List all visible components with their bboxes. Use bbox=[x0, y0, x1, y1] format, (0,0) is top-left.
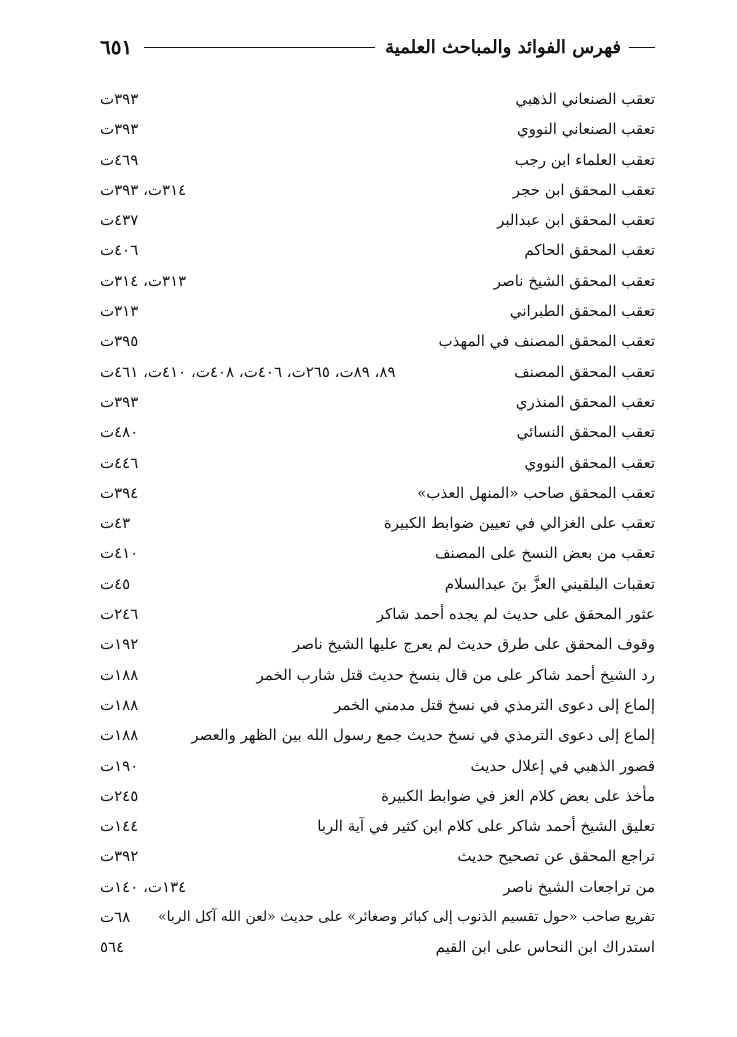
page-number: ٦٥١ bbox=[100, 35, 133, 59]
entry-page-refs: ٤٨٠ت bbox=[100, 423, 139, 442]
entry-page-refs: ٣٩٣ت bbox=[100, 120, 139, 139]
entry-topic: تعقبات البلقيني العزَّ بنَ عبدالسلام bbox=[444, 574, 655, 593]
entry-page-refs: ١٤٤ت bbox=[100, 817, 139, 836]
entry-page-refs: ٣١٣ت bbox=[100, 302, 139, 321]
entry-topic: من تراجعات الشيخ ناصر bbox=[503, 877, 655, 896]
entry-topic: تعقب الصنعاني الذهبي bbox=[515, 90, 655, 108]
entry-topic: تعقب المحقق ابن حجر bbox=[512, 180, 655, 199]
index-entry bbox=[100, 872, 655, 902]
index-entry bbox=[100, 690, 655, 720]
index-entry bbox=[100, 417, 655, 447]
header-leading-rule bbox=[629, 47, 655, 48]
index-entry bbox=[100, 599, 655, 629]
index-entry bbox=[100, 720, 655, 750]
entry-topic: قصور الذهبي في إعلال حديث bbox=[470, 756, 655, 775]
index-entries bbox=[100, 84, 655, 963]
index-entry bbox=[100, 629, 655, 659]
entry-page-refs: ٣١٤ت، ٣٩٣ت bbox=[100, 180, 187, 199]
entry-topic: عثور المحقق على حديث لم يجده أحمد شاكر bbox=[376, 605, 655, 624]
entry-page-refs: ٣٩٣ت bbox=[100, 90, 139, 108]
entry-page-refs: ٣١٣ت، ٣١٤ت bbox=[100, 271, 187, 290]
index-entry bbox=[100, 841, 655, 871]
entry-topic: تعقب المحقق المصنف في المهذب bbox=[438, 332, 655, 351]
entry-page-refs: ٦٨ت bbox=[100, 908, 131, 927]
index-entry bbox=[100, 478, 655, 508]
index-entry bbox=[100, 569, 655, 599]
entry-topic: إلماع إلى دعوى الترمذي في نسخ قتل مدمني الخمر bbox=[334, 695, 655, 714]
index-entry bbox=[100, 781, 655, 811]
index-entry bbox=[100, 235, 655, 265]
entry-page-refs: ١٨٨ت bbox=[100, 665, 139, 684]
entry-page-refs: ٣٩٢ت bbox=[100, 847, 139, 866]
index-entry bbox=[100, 296, 655, 326]
entry-topic: تعقب من بعض النسخ على المصنف bbox=[434, 544, 655, 563]
index-entry bbox=[100, 357, 655, 387]
entry-topic: وقوف المحقق على طرق حديث لم يعرج عليها الشيخ ناصر bbox=[292, 635, 655, 654]
index-entry bbox=[100, 387, 655, 417]
entry-topic: تعقب الصنعاني النووي bbox=[516, 120, 655, 139]
entry-page-refs: ٤٣٧ت bbox=[100, 211, 139, 230]
index-entry bbox=[100, 538, 655, 568]
entry-topic: تعقب المحقق ابن عبدالبر bbox=[497, 211, 655, 230]
entry-topic: رد الشيخ أحمد شاكر على من قال بنسخ حديث قتل شارب الخمر bbox=[256, 665, 655, 684]
entry-page-refs: ٣٩٤ت bbox=[100, 483, 139, 502]
index-entry bbox=[100, 145, 655, 175]
entry-topic: تعقب على الغزالي في تعيين ضوابط الكبيرة bbox=[383, 514, 655, 533]
entry-topic: تعليق الشيخ أحمد شاكر على كلام ابن كثير في آية الربا bbox=[317, 817, 655, 836]
entry-page-refs: ٤٤٦ت bbox=[100, 453, 139, 472]
entry-page-refs: ٢٤٥ت bbox=[100, 786, 139, 805]
running-title: فهرس الفوائد والمباحث العلمية bbox=[385, 36, 621, 58]
index-entry bbox=[100, 266, 655, 296]
index-entry bbox=[100, 114, 655, 144]
entry-topic: مأخذ على بعض كلام العز في ضوابط الكبيرة bbox=[381, 786, 655, 805]
entry-page-refs: ٤٠٦ت bbox=[100, 241, 139, 260]
index-entry bbox=[100, 751, 655, 781]
entry-page-refs: ٨٩، ٨٩ت، ٢٦٥ت، ٤٠٦ت، ٤٠٨ت، ٤١٠ت، ٤٦١ت bbox=[100, 362, 396, 381]
index-entry bbox=[100, 84, 655, 114]
index-entry bbox=[100, 660, 655, 690]
entry-topic: تعقب المحقق الشيخ ناصر bbox=[493, 271, 655, 290]
entry-page-refs: ١٩٢ت bbox=[100, 635, 139, 654]
entry-topic: إلماع إلى دعوى الترمذي في نسخ حديث جمع رسول الله بين الظهر والعصر bbox=[191, 726, 655, 745]
index-entry bbox=[100, 932, 655, 962]
header-rule bbox=[144, 47, 375, 48]
entry-topic: تعقب المحقق الطبراني bbox=[509, 302, 655, 321]
entry-topic: تفريع صاحب «حول تقسيم الذنوب إلى كبائر وصغائر» على حديث «لعن الله آكل الربا» bbox=[158, 909, 655, 926]
entry-page-refs: ١٩٠ت bbox=[100, 756, 139, 775]
index-entry bbox=[100, 448, 655, 478]
entry-topic: تعقب المحقق صاحب «المنهل العذب» bbox=[417, 483, 655, 502]
entry-page-refs: ٣٩٣ت bbox=[100, 392, 139, 411]
index-entry bbox=[100, 811, 655, 841]
index-entry bbox=[100, 326, 655, 356]
entry-topic: تعقب المحقق المصنف bbox=[514, 362, 655, 381]
entry-topic: تعقب المحقق الحاكم bbox=[524, 241, 655, 260]
index-entry bbox=[100, 205, 655, 235]
entry-page-refs: ٤٦٩ت bbox=[100, 150, 139, 169]
entry-page-refs: ٣٩٥ت bbox=[100, 332, 139, 351]
index-entry bbox=[100, 508, 655, 538]
index-entry bbox=[100, 175, 655, 205]
page-header bbox=[100, 30, 655, 64]
entry-topic: تعقب المحقق النووي bbox=[524, 453, 655, 472]
index-entry bbox=[100, 902, 655, 932]
entry-page-refs: ١٨٨ت bbox=[100, 726, 139, 745]
entry-page-refs: ١٣٤ت، ١٤٠ت bbox=[100, 877, 187, 896]
entry-page-refs: ٤١٠ت bbox=[100, 544, 139, 563]
entry-topic: استدراك ابن النحاس على ابن القيم bbox=[435, 938, 655, 957]
entry-page-refs: ٤٣ت bbox=[100, 514, 131, 533]
entry-topic: تعقب المحقق المنذري bbox=[515, 392, 655, 411]
entry-page-refs: ٥٦٤ bbox=[100, 938, 125, 957]
entry-page-refs: ٤٥ت bbox=[100, 574, 131, 593]
entry-topic: تراجع المحقق عن تصحيح حديث bbox=[457, 847, 655, 866]
entry-topic: تعقب المحقق النسائي bbox=[516, 423, 655, 442]
entry-topic: تعقب العلماء ابن رجب bbox=[514, 150, 655, 169]
entry-page-refs: ١٨٨ت bbox=[100, 695, 139, 714]
entry-page-refs: ٢٤٦ت bbox=[100, 605, 139, 624]
